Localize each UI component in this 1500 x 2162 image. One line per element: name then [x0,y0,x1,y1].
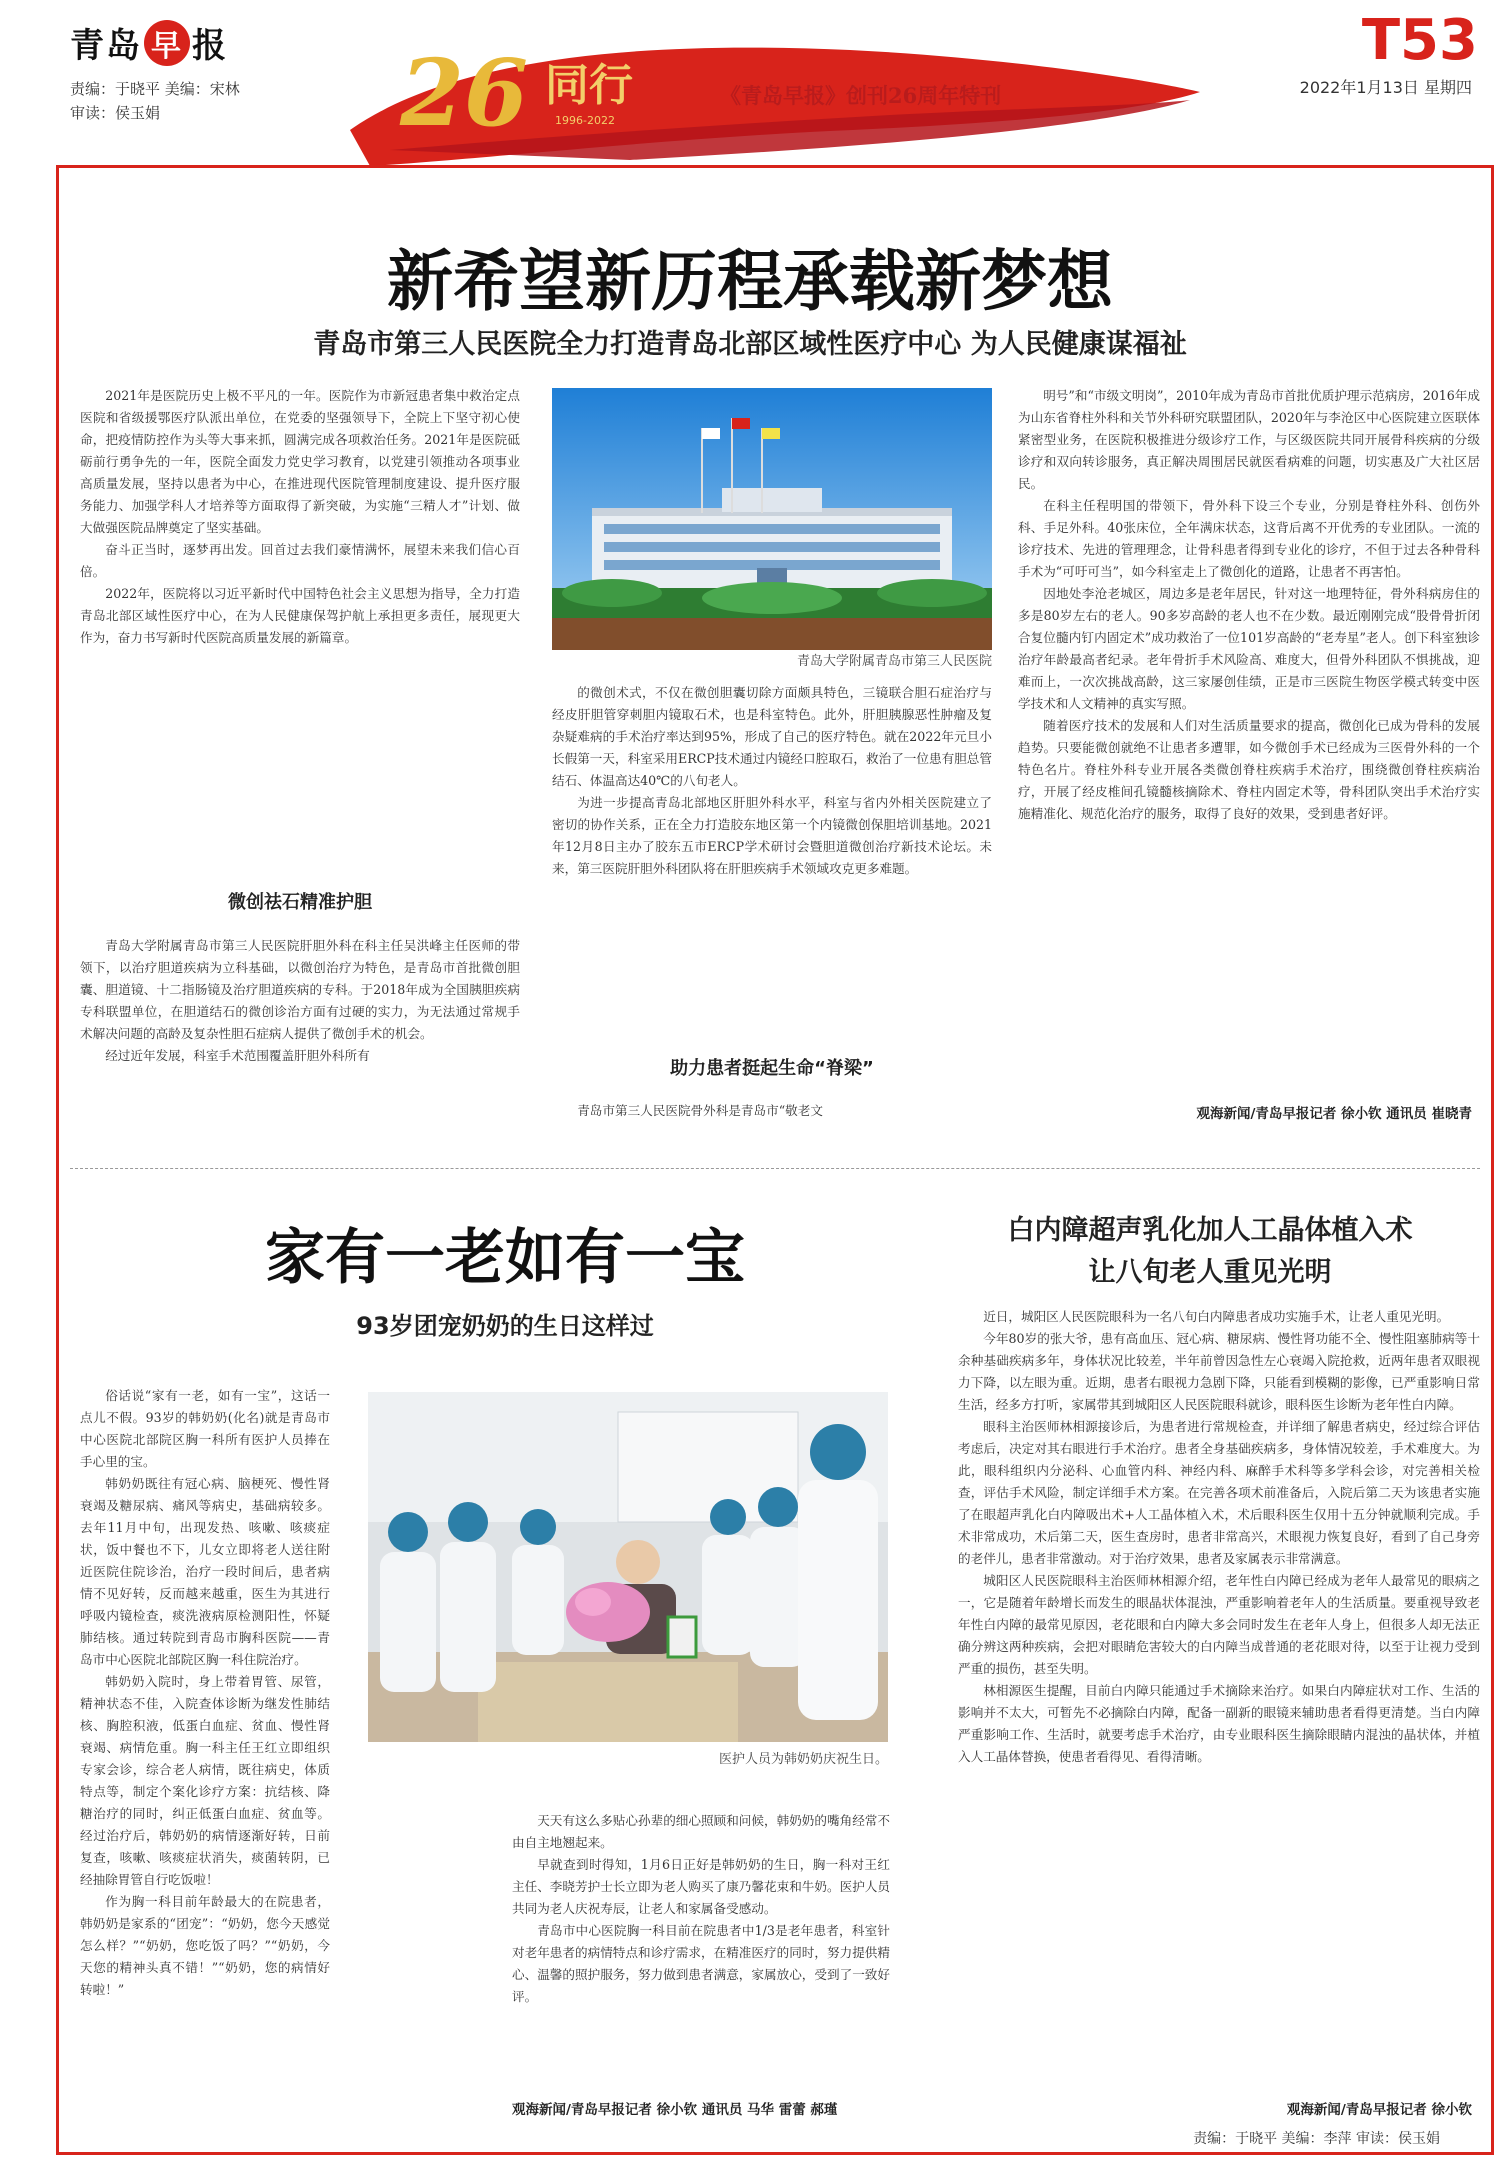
a3-p2: 今年80岁的张大爷，患有高血压、冠心病、糖尿病、慢性肾功能不全、慢性阻塞肺病等十余种基础疾病多年，身体状况比较差，半年前曾因急性左心衰竭入院抢救，近两年患者双眼视力下降，以左眼为重。近期，患者右眼视力急剧下降，只能看到模糊的影像，已严重影响日常生活，经多方打听，家属带其到城阳区人民医院眼科就诊，眼科医生诊断为老年性白内障。 [958,1331,1480,1412]
a3-p5: 林相源医生提醒，目前白内障只能通过手术摘除来治疗。如果白内障症状对工作、生活的影响并不太大，可暂先不必摘除白内障，配备一副新的眼镜来辅助患者看得更清楚。当白内障严重影响工作、生活时，就要考虑手术治疗，由专业眼科医生摘除眼睛内混浊的晶状体，并植入人工晶体替换，使患者看得见、看得清晰。 [958,1683,1480,1764]
a2-c1-p3: 韩奶奶入院时，身上带着胃管、尿管，精神状态不佳，入院查体诊断为继发性肺结核、胸腔积液，低蛋白血症、贫血、慢性肾衰竭、病情危重。胸一科主任王红立即组织专家会诊，综合老人病情，既往病史，体质特点等，制定个案化诊疗方案：抗结核、降糖治疗的同时，纠正低蛋白血症、贫血等。经过治疗后，韩奶奶的病情逐渐好转，日前复查，咳嗽、咳痰症状消失，痰菌转阴，已经抽除胃管自行吃饭啦！ [80,1674,330,1887]
photo1-caption: 青岛大学附属青岛市第三人民医院 [796,654,992,669]
a2-c1-p2: 韩奶奶既往有冠心病、脑梗死、慢性肾衰竭及糖尿病、痛风等病史，基础病较多。去年11月中旬，出现发热、咳嗽、咳痰症状，饭中餐也不下，儿女立即将老人送往附近医院住院诊治，治疗一段时间后，患者病情不见好转，反而越来越重，医生为其进行呼吸内镜检查，痰洗液病原检测阳性，怀疑肺结核。通过转院到青岛市胸科医院——青岛市中心医院北部院区胸一科住院治疗。 [80,1476,330,1667]
article2-subheadline: 93岁团宠奶奶的生日这样过 [356,1312,654,1340]
a1-c3-p1: 明号”和“市级文明岗”，2010年成为青岛市首批优质护理示范病房，2016年成为山东省脊柱外科和关节外科研究联盟团队，2020年与李沧区中心医院建立医联体紧密型业务，在医院积极推进分级诊疗工作，与区级医院共同开展骨科疾病的分级诊疗和双向转诊服务，真正解决周围居民就医看病难的问题，切实惠及广大社区居民。 [1018,388,1480,491]
page-number: T53 [1361,8,1478,73]
a1-c2b-p1: 青岛市第三人民医院骨外科是青岛市“敬老文 [577,1103,823,1118]
a2-c1-p1: 俗话说“家有一老，如有一宝”，这话一点儿不假。93岁的韩奶奶(化名)就是青岛市中心医院北部院区胸一科所有医护人员捧在手心里的宝。 [80,1388,330,1469]
article1-byline: 观海新闻/青岛早报记者 徐小钦 通讯员 崔晓青 [1196,1106,1472,1122]
photo2-caption: 医护人员为韩奶奶庆祝生日。 [718,1752,888,1767]
a1-c1b-p2: 经过近年发展，科室手术范围覆盖肝胆外科所有 [105,1048,370,1063]
a2-c2-p3: 青岛市中心医院胸一科目前在院患者中1/3是老年患者，科室针对老年患者的病情特点和诊疗需求，在精准医疗的同时，努力提供精心、温馨的照护服务，努力做到患者满意，家属放心，受到了一致好评。 [512,1923,890,2004]
a1-c2-p1: 的微创术式，不仅在微创胆囊切除方面颇具特色，三镜联合胆石症治疗与经皮肝胆管穿刺胆内镜取石术，也是科室特色。此外，肝胆胰腺恶性肿瘤及复杂疑难病的手术治疗率达到95%，形成了自己的医疗特色。就在2022年元旦小长假第一天，科室采用ERCP技术通过内镜经口腔取石，救治了一位患有胆总管结石、体温高达40℃的八旬老人。 [552,685,992,788]
newspaper-logo [70,18,228,67]
a1-c1b-p1: 青岛大学附属青岛市第三人民医院肝胆外科在科主任吴洪峰主任医师的带领下，以治疗胆道疾病为立科基础，以微创治疗为特色，是青岛市首批微创胆囊、胆道镜、十二指肠镜及治疗胆道疾病的专科。于2018年成为全国胰胆疾病专科联盟单位，在胆道结石的微创诊治方面有过硬的实力，为无法通过常规手术解决问题的高龄及复杂性胆石症病人提供了微创手术的机会。 [80,938,520,1041]
article1-column-2b [552,1100,992,1126]
editors-line: 责编：于晓平 美编：宋林 [70,80,240,98]
footer-credits: 责编：于晓平 美编：李萍 审读：侯玉娟 [1193,2131,1440,2147]
a1-c3-p3: 因地处李沧老城区，周边多是老年居民，针对这一地理特征，骨外科病房住的多是80岁左右的老人。90多岁高龄的老人也不在少数。最近刚刚完成“股骨骨折闭合复位髓内钉内固定术”成功救治了一位101岁高龄的“老寿星”老人。创下科室独诊治疗年龄最高者纪录。老年骨折手术风险高、难度大，但骨外科团队不惧挑战，迎难而上，一次次挑战高龄，这三家屡创佳绩，正是市三医院生物医学模式转变中医学技术和人文精神的真实写照。 [1018,586,1480,711]
a1-c3-p2: 在科主任程明国的带领下，骨外科下设三个专业，分别是脊柱外科、创伤外科、手足外科。40张床位，全年满床状态，这背后离不开优秀的专业团队。一流的诊疗技术、先进的管理理念，让骨科患者得到专业化的诊疗，不但于过去各种骨科手术为“可吁可当”，如今科室走上了微创化的道路，让患者不再害怕。 [1018,498,1480,579]
birthday-celebration-photo [368,1392,888,1742]
article1-subheadline: 青岛市第三人民医院全力打造青岛北部区域性医疗中心 为人民健康谋福祉 [313,329,1187,360]
section-divider [70,1168,1480,1169]
a1-c1-p2: 奋斗正当时，逐梦再出发。回首过去我们豪情满怀，展望未来我们信心百倍。 [80,542,520,579]
anniv-number: 26 [400,39,529,147]
a3-p3: 眼科主治医师林相源接诊后，为患者进行常规检查，并详细了解患者病史，经过综合评估考虑后，决定对其右眼进行手术治疗。患者全身基础疾病多，身体情况较差，手术难度大。为此，眼科组织内分泌科、心血管内科、神经内科、麻醉手术科等多学科会诊，对完善相关检查，评估手术风险，制定详细手术方案。在完善各项术前准备后，入院后第二天为该患者实施了在眼超声乳化白内障吸出术+人工晶体植入术，术后眼科医生仅用十五分钟就顺利完成。手术非常成功，术后第二天，医生查房时，患者非常高兴，术眼视力恢复良好，看到了自己身旁的老伴儿，患者非常激动。对于治疗效果，患者及家属表示非常满意。 [958,1419,1480,1566]
a1-c1-p3: 2022年，医院将以习近平新时代中国特色社会主义思想为指导，全力打造青岛北部区域性医疗中心，在为人民健康保驾护航上承担更多责任，展现更大作为，奋力书写新时代医院高质量发展的新篇章。 [80,586,520,645]
article2-byline: 观海新闻/青岛早报记者 徐小钦 通讯员 马华 雷蕾 郝瑾 [512,2102,838,2118]
article3-headline-line2: 让八旬老人重见光明 [1088,1257,1332,1288]
article1-column-2 [552,682,992,1022]
proof-line: 审读：侯玉娟 [70,104,161,122]
article1-column-3 [1018,385,1480,1095]
article1-section-head-2: 助力患者挺起生命“脊梁” [670,1058,874,1079]
anniversary-title: 《青岛早报》创刊26周年特刊 [720,83,1002,108]
article3-column [958,1306,1480,2086]
article1-section-head-1: 微创祛石精准护胆 [228,892,372,913]
article3-headline-line1: 白内障超声乳化加人工晶体植入术 [1007,1215,1413,1246]
anniv-word: 同行 [545,60,633,111]
anniv-years: 1996-2022 [555,114,615,127]
article1-column-1 [80,385,520,875]
a2-c1-p4: 作为胸一科目前年龄最大的在院患者，韩奶奶是家系的“团宠”：“奶奶，您今天感觉怎么样？”“奶奶，您吃饭了吗？”“奶奶，今天您的精神头真不错！”“奶奶，您的病情好转啦！” [80,1894,330,1997]
article2-column-1 [80,1385,330,2130]
article3-byline: 观海新闻/青岛早报记者 徐小钦 [1286,2102,1472,2118]
article2-headline: 家有一老如有一宝 [265,1223,745,1293]
a3-p4: 城阳区人民医院眼科主治医师林相源介绍，老年性白内障已经成为老年人最常见的眼病之一，它是随着年龄增长而发生的眼晶状体混浊，严重影响着老年人的生活质量。要重视导致老年性白内障的最常见原因，老花眼和白内障大多会同时发生在老年人身上，但很多人却无法正确分辨这两种疾病，会把对眼睛危害较大的白内障当成普通的老花眼对待，以至于让视力受到严重的损伤，甚至失明。 [958,1573,1480,1676]
article1-column-1b [80,935,520,1127]
publication-date: 2022年1月13日 星期四 [1299,78,1472,97]
a2-c2-p1: 天天有这么多贴心孙辈的细心照顾和问候，韩奶奶的嘴角经常不由自主地翘起来。 [512,1813,890,1850]
hospital-building-photo [552,388,992,650]
article1-headline: 新希望新历程承载新梦想 [387,243,1113,320]
a3-p1: 近日，城阳区人民医院眼科为一名八旬白内障患者成功实施手术，让老人重见光明。 [983,1309,1450,1324]
logo-text-post: 报 [192,26,228,66]
a1-c3-p4: 随着医疗技术的发展和人们对生活质量要求的提高，微创化已成为骨科的发展趋势。只要能微创就绝不让患者多遭罪，如今微创手术已经成为三医骨外科的一个特色名片。脊柱外科专业开展各类微创脊柱疾病手术治疗，围绕微创脊柱疾病治疗，开展了经皮椎间孔镜髓核摘除术、脊柱内固定术等，骨科团队突出手术治疗实施精准化、规范化治疗的服务，取得了良好的效果，受到患者好评。 [1018,718,1480,821]
a1-c2-p2: 为进一步提高青岛北部地区肝胆外科水平，科室与省内外相关医院建立了密切的协作关系，正在全力打造胶东地区第一个内镜微创保胆培训基地。2021年12月8日主办了胶东五市ERCP学术研讨会暨胆道微创治疗新技术论坛。未来，第三医院肝胆外科团队将在肝胆疾病手术领域攻克更多难题。 [552,795,992,876]
logo-text-pre: 青岛 [70,26,142,66]
a2-c2-p2: 早就查到时得知，1月6日正好是韩奶奶的生日，胸一科对王红主任、李晓芳护士长立即为老人购买了康乃馨花束和牛奶。医护人员共同为老人庆祝寿辰，让老人和家属备受感动。 [512,1857,890,1916]
article2-column-2 [512,1810,890,2088]
a1-c1-p1: 2021年是医院历史上极不平凡的一年。医院作为市新冠患者集中救治定点医院和省级援鄂医疗队派出单位，在党委的坚强领导下，全院上下坚守初心使命，把疫情防控作为头等大事来抓，圆满完成各项救治任务。2021年是医院砥砺前行勇争先的一年，医院全面发力党史学习教育，以党建引领推动各项事业高质量发展，坚持以患者为中心，在推进现代医院管理制度建设、提升医疗服务能力、加强学科人才培养等方面取得了新突破，为实施“三精人才”计划、做大做强医院品牌奠定了坚实基础。 [80,388,520,535]
logo-badge: 早 [144,20,190,66]
